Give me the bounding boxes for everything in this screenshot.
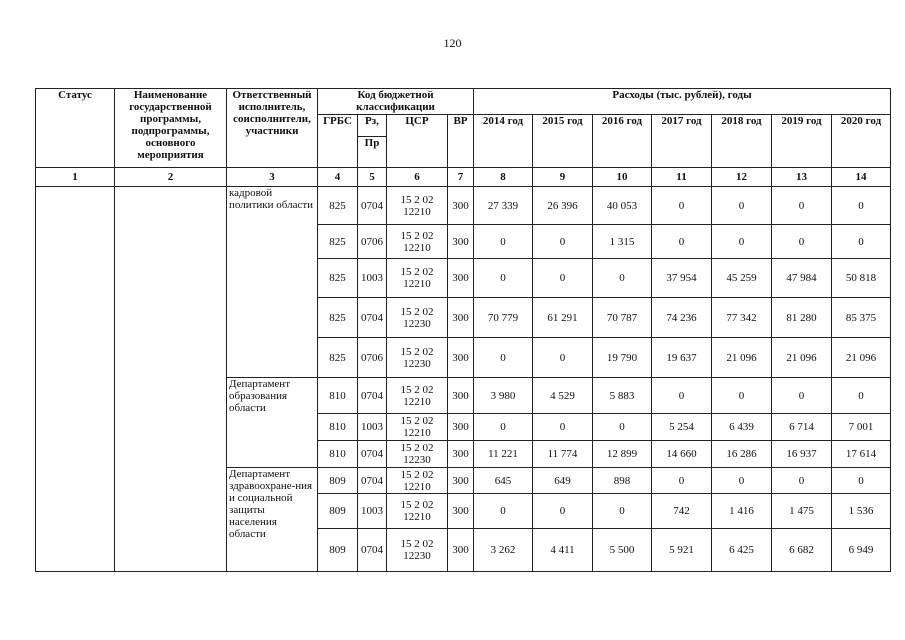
grbs-cell: 809 <box>318 468 358 494</box>
header-year: 2019 год <box>772 115 832 168</box>
header-year: 2014 год <box>474 115 533 168</box>
amount-cell: 649 <box>533 468 593 494</box>
amount-cell: 85 375 <box>832 298 891 338</box>
amount-cell: 0 <box>652 225 712 259</box>
amount-cell: 6 439 <box>712 414 772 441</box>
column-number: 14 <box>832 168 891 187</box>
header-rz: Рз, <box>358 115 387 137</box>
amount-cell: 1 416 <box>712 494 772 529</box>
csr-line: 12210 <box>403 427 431 439</box>
column-number: 3 <box>227 168 318 187</box>
amount-cell: 0 <box>832 378 891 414</box>
csr-line: 15 2 02 <box>400 266 434 278</box>
csr-line: 12210 <box>403 205 431 218</box>
grbs-cell: 809 <box>318 529 358 572</box>
grbs-cell: 809 <box>318 494 358 529</box>
amount-cell: 3 980 <box>474 378 533 414</box>
grbs-cell: 825 <box>318 187 358 225</box>
csr-cell <box>387 259 448 298</box>
amount-cell: 26 396 <box>533 187 593 225</box>
amount-cell: 11 774 <box>533 441 593 468</box>
amount-cell: 70 779 <box>474 298 533 338</box>
csr-cell <box>387 298 448 338</box>
amount-cell: 898 <box>593 468 652 494</box>
grbs-cell: 810 <box>318 378 358 414</box>
column-number-row <box>36 168 891 187</box>
amount-cell: 0 <box>652 378 712 414</box>
amount-cell: 70 787 <box>593 298 652 338</box>
rzpr-cell: 0706 <box>358 338 387 378</box>
vr-cell: 300 <box>448 338 474 378</box>
amount-cell: 645 <box>474 468 533 494</box>
amount-cell: 0 <box>533 414 593 441</box>
csr-line: 15 2 02 <box>400 345 434 358</box>
amount-cell: 0 <box>474 225 533 259</box>
rzpr-cell: 1003 <box>358 494 387 529</box>
rzpr-cell: 0704 <box>358 298 387 338</box>
amount-cell: 1 315 <box>593 225 652 259</box>
column-number: 4 <box>318 168 358 187</box>
amount-cell: 6 949 <box>832 529 891 572</box>
grbs-cell: 810 <box>318 414 358 441</box>
csr-line: 15 2 02 <box>400 468 434 481</box>
amount-cell: 0 <box>772 187 832 225</box>
amount-cell: 3 262 <box>474 529 533 572</box>
amount-cell: 0 <box>593 259 652 298</box>
csr-line: 12230 <box>403 550 431 562</box>
rzpr-cell: 1003 <box>358 414 387 441</box>
csr-line: 12230 <box>403 454 431 466</box>
column-number: 7 <box>448 168 474 187</box>
amount-cell: 0 <box>533 259 593 298</box>
csr-line: 12210 <box>403 480 431 493</box>
grbs-cell: 825 <box>318 338 358 378</box>
header-vr: ВР <box>448 115 474 168</box>
amount-cell: 47 984 <box>772 259 832 298</box>
csr-cell <box>387 338 448 378</box>
grbs-cell: 825 <box>318 298 358 338</box>
header-budget-code: Код бюджетной классификации <box>318 89 474 115</box>
amount-cell: 5 921 <box>652 529 712 572</box>
vr-cell: 300 <box>448 529 474 572</box>
header-expenses: Расходы (тыс. рублей), годы <box>474 89 891 115</box>
column-number: 5 <box>358 168 387 187</box>
amount-cell: 27 339 <box>474 187 533 225</box>
column-number: 8 <box>474 168 533 187</box>
csr-line: 12230 <box>403 317 431 330</box>
vr-cell: 300 <box>448 414 474 441</box>
budget-table <box>35 88 891 572</box>
csr-line: 15 2 02 <box>400 305 434 318</box>
amount-cell: 6 714 <box>772 414 832 441</box>
amount-cell: 50 818 <box>832 259 891 298</box>
csr-line: 15 2 02 <box>400 538 434 550</box>
amount-cell: 1 536 <box>832 494 891 529</box>
amount-cell: 0 <box>533 225 593 259</box>
amount-cell: 21 096 <box>712 338 772 378</box>
header-csr: ЦСР <box>387 115 448 168</box>
vr-cell: 300 <box>448 298 474 338</box>
csr-line: 12210 <box>403 395 431 408</box>
header-status: Статус <box>36 89 115 168</box>
rzpr-cell: 0704 <box>358 378 387 414</box>
executor-cell: кадровой политики области <box>227 187 318 378</box>
csr-cell <box>387 187 448 225</box>
csr-cell <box>387 225 448 259</box>
amount-cell: 0 <box>533 494 593 529</box>
amount-cell: 0 <box>772 468 832 494</box>
header-row <box>36 89 891 115</box>
header-name: Наименование государственной программы, подпрограммы, основного мероприятия <box>115 89 227 168</box>
amount-cell: 19 637 <box>652 338 712 378</box>
amount-cell: 0 <box>832 187 891 225</box>
amount-cell: 0 <box>772 225 832 259</box>
rzpr-cell: 0704 <box>358 187 387 225</box>
header-year: 2017 год <box>652 115 712 168</box>
csr-cell <box>387 494 448 529</box>
amount-cell: 77 342 <box>712 298 772 338</box>
csr-line: 15 2 02 <box>400 229 434 242</box>
vr-cell: 300 <box>448 494 474 529</box>
amount-cell: 0 <box>474 338 533 378</box>
csr-line: 15 2 02 <box>400 499 434 511</box>
amount-cell: 61 291 <box>533 298 593 338</box>
rzpr-cell: 0706 <box>358 225 387 259</box>
amount-cell: 7 001 <box>832 414 891 441</box>
grbs-cell: 825 <box>318 259 358 298</box>
amount-cell: 0 <box>593 494 652 529</box>
csr-line: 12230 <box>403 357 431 370</box>
amount-cell: 0 <box>712 225 772 259</box>
csr-line: 12210 <box>403 278 431 290</box>
amount-cell: 0 <box>593 414 652 441</box>
column-number: 12 <box>712 168 772 187</box>
rzpr-cell: 0704 <box>358 441 387 468</box>
header-year: 2016 год <box>593 115 652 168</box>
amount-cell: 0 <box>652 468 712 494</box>
grbs-cell: 810 <box>318 441 358 468</box>
vr-cell: 300 <box>448 259 474 298</box>
header-grbs: ГРБС <box>318 115 358 168</box>
column-number: 2 <box>115 168 227 187</box>
rzpr-cell: 1003 <box>358 259 387 298</box>
amount-cell: 0 <box>652 187 712 225</box>
amount-cell: 0 <box>712 468 772 494</box>
amount-cell: 14 660 <box>652 441 712 468</box>
column-number: 11 <box>652 168 712 187</box>
csr-cell <box>387 468 448 494</box>
header-year: 2020 год <box>832 115 891 168</box>
amount-cell: 21 096 <box>832 338 891 378</box>
amount-cell: 12 899 <box>593 441 652 468</box>
table-row <box>36 187 891 225</box>
amount-cell: 4 529 <box>533 378 593 414</box>
rzpr-cell: 0704 <box>358 468 387 494</box>
amount-cell: 45 259 <box>712 259 772 298</box>
rzpr-cell: 0704 <box>358 529 387 572</box>
amount-cell: 16 286 <box>712 441 772 468</box>
vr-cell: 300 <box>448 441 474 468</box>
amount-cell: 17 614 <box>832 441 891 468</box>
amount-cell: 0 <box>832 468 891 494</box>
amount-cell: 21 096 <box>772 338 832 378</box>
csr-line: 15 2 02 <box>400 383 434 396</box>
csr-cell <box>387 529 448 572</box>
csr-line: 15 2 02 <box>400 415 434 427</box>
grbs-cell: 825 <box>318 225 358 259</box>
column-number: 1 <box>36 168 115 187</box>
csr-cell <box>387 378 448 414</box>
amount-cell: 0 <box>712 187 772 225</box>
amount-cell: 4 411 <box>533 529 593 572</box>
amount-cell: 0 <box>474 494 533 529</box>
amount-cell: 6 425 <box>712 529 772 572</box>
amount-cell: 74 236 <box>652 298 712 338</box>
header-executor: Ответственный исполнитель, соисполнители, участники <box>227 89 318 168</box>
program-name-cell <box>115 187 227 572</box>
column-number: 13 <box>772 168 832 187</box>
vr-cell: 300 <box>448 225 474 259</box>
amount-cell: 19 790 <box>593 338 652 378</box>
amount-cell: 0 <box>533 338 593 378</box>
amount-cell: 5 883 <box>593 378 652 414</box>
csr-line: 15 2 02 <box>400 193 434 206</box>
amount-cell: 0 <box>474 414 533 441</box>
amount-cell: 16 937 <box>772 441 832 468</box>
column-number: 10 <box>593 168 652 187</box>
header-pr: Пр <box>358 137 387 168</box>
csr-cell <box>387 414 448 441</box>
csr-line: 15 2 02 <box>400 442 434 454</box>
executor-cell: Департамент здравоохране-ния и социальной защиты населения области <box>227 468 318 572</box>
vr-cell: 300 <box>448 468 474 494</box>
amount-cell: 0 <box>832 225 891 259</box>
amount-cell: 40 053 <box>593 187 652 225</box>
amount-cell: 81 280 <box>772 298 832 338</box>
header-year: 2015 год <box>533 115 593 168</box>
csr-line: 12210 <box>403 511 431 523</box>
header-year: 2018 год <box>712 115 772 168</box>
amount-cell: 742 <box>652 494 712 529</box>
csr-cell <box>387 441 448 468</box>
amount-cell: 37 954 <box>652 259 712 298</box>
vr-cell: 300 <box>448 187 474 225</box>
amount-cell: 5 500 <box>593 529 652 572</box>
column-number: 9 <box>533 168 593 187</box>
amount-cell: 0 <box>712 378 772 414</box>
executor-cell: Департамент образования области <box>227 378 318 468</box>
vr-cell: 300 <box>448 378 474 414</box>
amount-cell: 5 254 <box>652 414 712 441</box>
amount-cell: 0 <box>772 378 832 414</box>
amount-cell: 6 682 <box>772 529 832 572</box>
status-cell <box>36 187 115 572</box>
amount-cell: 1 475 <box>772 494 832 529</box>
amount-cell: 11 221 <box>474 441 533 468</box>
column-number: 6 <box>387 168 448 187</box>
budget-table-body <box>36 187 891 572</box>
page-number: 120 <box>443 36 462 50</box>
csr-line: 12210 <box>403 241 431 254</box>
amount-cell: 0 <box>474 259 533 298</box>
